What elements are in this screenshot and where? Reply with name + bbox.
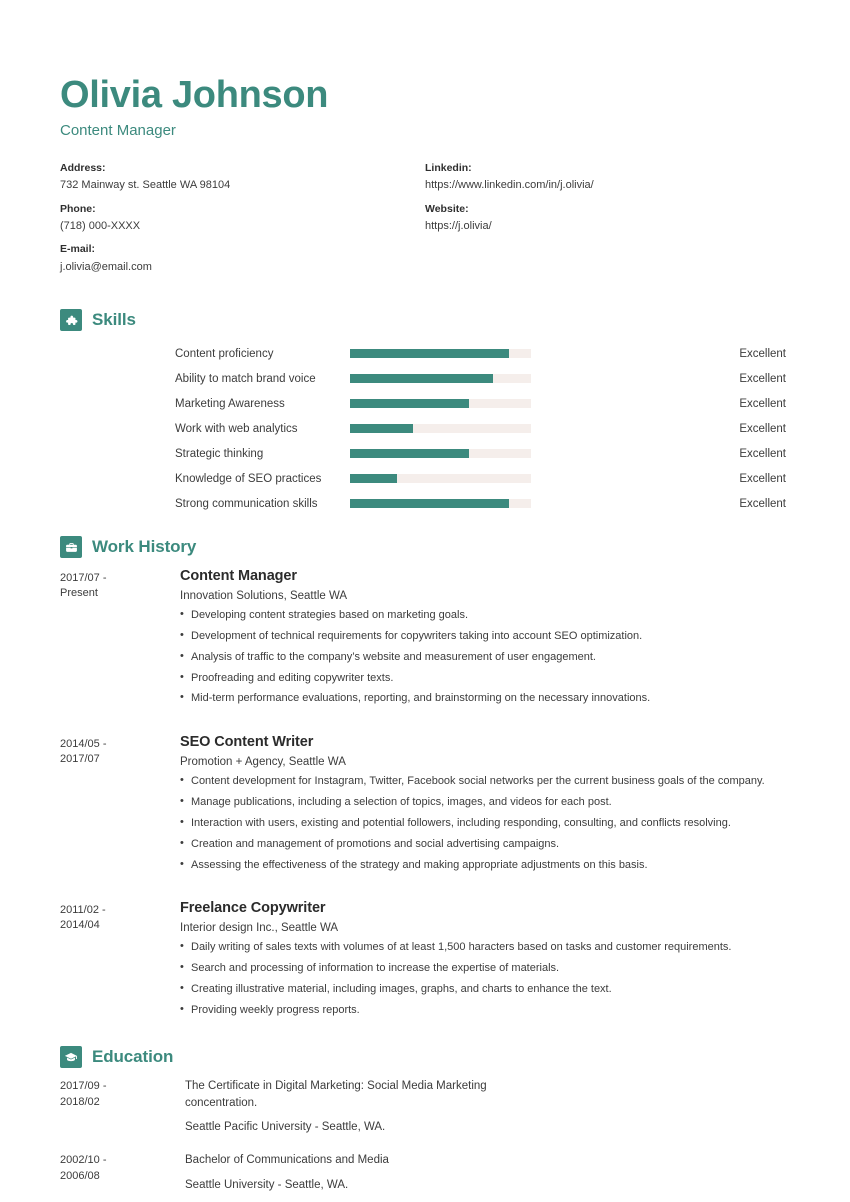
contact-email-value: j.olivia@email.com [60, 260, 152, 273]
skill-bar-track [350, 474, 531, 483]
work-bullet: • Analysis of traffic to the company’s website and measurement of user engagement. [180, 650, 790, 665]
work-bullet: • Providing weekly progress reports. [180, 1003, 790, 1018]
work-entry-dates [60, 900, 180, 1023]
education-date-to: 2006/08 [60, 1170, 100, 1183]
skill-name: Marketing Awareness [175, 397, 285, 410]
work-entry-bullets [180, 608, 790, 706]
contact-address-label: Address: [60, 161, 106, 174]
skill-bar-fill [350, 349, 509, 358]
skill-row [60, 416, 790, 441]
contact-phone [60, 202, 425, 235]
work-entry-dates [60, 734, 180, 878]
skill-name: Work with web analytics [175, 422, 298, 435]
skill-rating: Excellent [739, 372, 786, 385]
work-entry-date-from: 2017/07 - [60, 572, 107, 585]
education-date-from: 2017/09 - [60, 1079, 107, 1092]
candidate-job-title: Content Manager [60, 121, 176, 139]
puzzle-piece-icon [60, 309, 82, 331]
briefcase-icon [60, 536, 82, 558]
skill-row [60, 366, 790, 391]
section-title-skills: Skills [92, 310, 136, 330]
work-entry-company: Innovation Solutions, Seattle WA [180, 590, 348, 603]
work-entry-title: Freelance Copywriter [180, 900, 326, 917]
contact-column-right [425, 161, 790, 283]
section-title-education: Education [92, 1046, 174, 1066]
contact-email-label: E-mail: [60, 243, 96, 256]
candidate-name: Olivia Johnson [60, 74, 329, 116]
work-entry-date-to: 2014/04 [60, 919, 100, 932]
contact-phone-value: (718) 000-XXXX [60, 219, 141, 232]
skill-bar-track [350, 399, 531, 408]
work-entry-bullets [180, 774, 790, 872]
skill-rating: Excellent [739, 497, 786, 510]
work-bullet: • Creation and management of promotions and social advertising campaigns. [180, 837, 790, 852]
skill-name: Ability to match brand voice [175, 372, 316, 385]
skill-row [60, 491, 790, 516]
skill-row [60, 441, 790, 466]
skill-name: Content proficiency [175, 347, 274, 360]
contact-website-value[interactable]: https://j.olivia/ [425, 219, 492, 232]
contact-website-label: Website: [425, 202, 469, 215]
work-entry [60, 734, 790, 878]
skill-row [60, 466, 790, 491]
skill-bar-fill [350, 424, 413, 433]
contact-website [425, 202, 790, 235]
contact-details [60, 161, 790, 283]
work-entry-company: Interior design Inc., Seattle WA [180, 922, 339, 935]
skill-row [60, 391, 790, 416]
education-degree: Bachelor of Communications and Media [185, 1153, 389, 1166]
education-date-to: 2018/02 [60, 1096, 100, 1109]
work-bullet: • Assessing the effectiveness of the strategy and making appropriate adjustments on this basis. [180, 858, 790, 873]
work-bullet: • Creating illustrative material, including images, graphs, and charts to enhance the text. [180, 982, 790, 997]
skill-row [60, 341, 790, 366]
skill-bar-track [350, 499, 531, 508]
work-bullet: • Search and processing of information to increase the expertise of materials. [180, 961, 790, 976]
skill-rating: Excellent [739, 472, 786, 485]
work-entry [60, 900, 790, 1023]
work-bullet: • Proofreading and editing copywriter texts. [180, 671, 790, 686]
skill-bar-fill [350, 374, 493, 383]
work-entry [60, 568, 790, 712]
work-bullet: • Manage publications, including a selection of topics, images, and videos for each post. [180, 795, 790, 810]
contact-linkedin [425, 161, 790, 194]
work-entry-title: SEO Content Writer [180, 734, 314, 751]
skill-bar-fill [350, 499, 509, 508]
work-bullet: • Daily writing of sales texts with volumes of at least 1,500 haracters based on tasks and customer requirements. [180, 940, 790, 955]
skill-bar-fill [350, 474, 397, 483]
work-entry-date-from: 2011/02 - [60, 904, 106, 917]
skill-name: Strategic thinking [175, 447, 264, 460]
work-entry-company: Promotion + Agency, Seattle WA [180, 756, 346, 769]
skill-bar-track [350, 349, 531, 358]
skill-bar-track [350, 374, 531, 383]
contact-phone-label: Phone: [60, 202, 96, 215]
skill-rating: Excellent [739, 347, 786, 360]
skill-bar-track [350, 449, 531, 458]
contact-address [60, 161, 425, 194]
contact-email [60, 242, 425, 275]
work-bullet: • Development of technical requirements for copywriters taking into account SEO optimization. [180, 629, 790, 644]
graduation-cap-icon [60, 1046, 82, 1068]
section-heading-skills [60, 309, 790, 331]
education-entry [60, 1152, 790, 1193]
work-history-list [60, 568, 790, 1024]
skills-list [60, 341, 790, 516]
work-entry-date-to: Present [60, 586, 98, 599]
work-bullet: • Developing content strategies based on marketing goals. [180, 608, 790, 623]
skill-rating: Excellent [739, 397, 786, 410]
contact-address-value: 732 Mainway st. Seattle WA 98104 [60, 179, 231, 192]
education-school: Seattle University - Seattle, WA. [185, 1178, 349, 1191]
education-school: Seattle Pacific University - Seattle, WA. [185, 1121, 386, 1134]
section-heading-work-history [60, 536, 790, 558]
skill-bar-fill [350, 399, 469, 408]
work-bullet: • Mid-term performance evaluations, reporting, and brainstorming on the necessary innovations. [180, 691, 790, 706]
education-entry-dates [60, 1152, 185, 1193]
work-bullet: • Content development for Instagram, Twitter, Facebook social networks per the current business goals of the company. [180, 774, 790, 789]
skill-name: Strong communication skills [175, 497, 318, 510]
section-heading-education [60, 1046, 790, 1068]
skill-bar-track [350, 424, 531, 433]
contact-linkedin-label: Linkedin: [425, 161, 472, 174]
education-entry-dates [60, 1078, 185, 1136]
skill-name: Knowledge of SEO practices [175, 472, 322, 485]
skill-rating: Excellent [739, 422, 786, 435]
section-title-work-history: Work History [92, 537, 197, 557]
contact-linkedin-value[interactable]: https://www.linkedin.com/in/j.olivia/ [425, 179, 594, 192]
skill-rating: Excellent [739, 447, 786, 460]
education-entry [60, 1078, 790, 1136]
work-entry-dates [60, 568, 180, 712]
skill-bar-fill [350, 449, 469, 458]
work-bullet: • Interaction with users, existing and potential followers, including responding, consulting, and conflicts resolving. [180, 816, 790, 831]
education-date-from: 2002/10 - [60, 1153, 107, 1166]
contact-column-left [60, 161, 425, 283]
work-entry-bullets [180, 940, 790, 1017]
education-degree: The Certificate in Digital Marketing: Social Media Marketing concentration. [185, 1079, 487, 1109]
work-entry-date-from: 2014/05 - [60, 738, 107, 751]
work-entry-date-to: 2017/07 [60, 753, 100, 766]
education-section [60, 1046, 790, 1193]
work-entry-title: Content Manager [180, 568, 297, 585]
